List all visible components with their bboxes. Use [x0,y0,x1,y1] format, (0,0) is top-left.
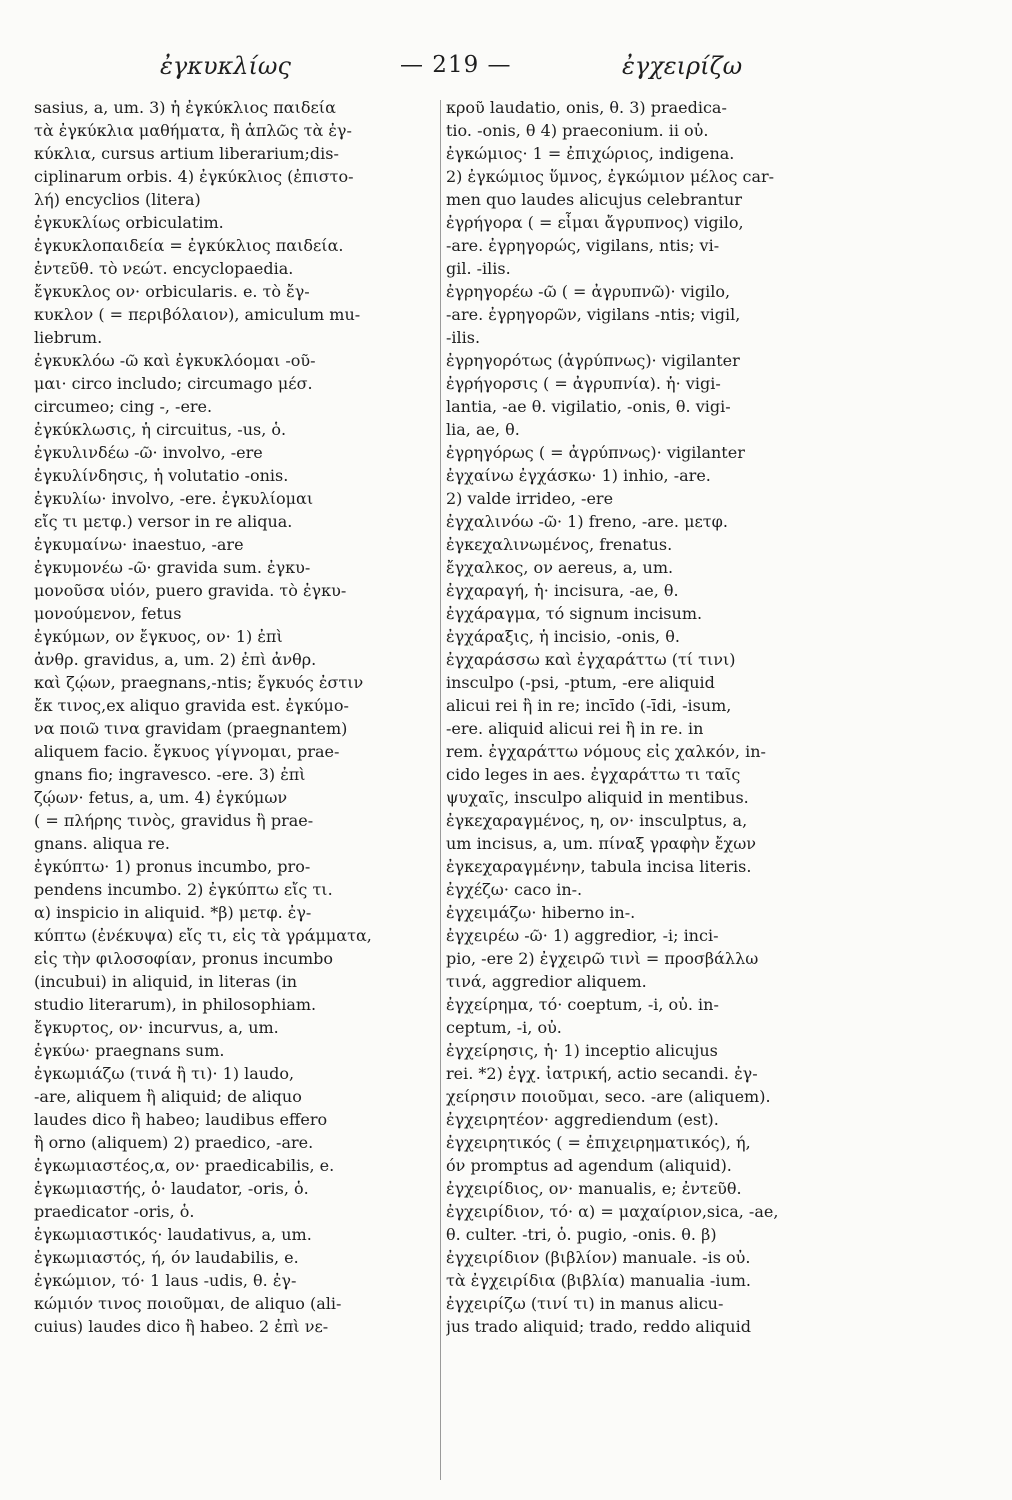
text-line: jus trado aliquid; trado, reddo aliquid [446,1317,751,1336]
text-line: ἐγχείρησις, ἡ· 1) inceptio alicujus [446,1041,718,1060]
text-line: εἰς τὴν φιλοσοφίαν, pronus incumbo [34,949,334,968]
text-line: ἐγκυκλίως orbiculatim. [34,213,224,232]
text-line: ἐγκώμιον, τό· 1 laus -udis, θ. ἐγ- [34,1271,297,1290]
text-line: ἐγχειρίδιον, τό· α) = μαχαίριον,sica, -ae, [446,1202,779,1221]
text-line: gnans fio; ingravesco. -ere. 3) ἐπὶ [34,765,306,784]
text-line: aliquem facio. ἔγκυος γίγνομαι, prae- [34,742,340,761]
text-line: -are. ἐγρηγορώς, vigilans, ntis; vi- [446,236,720,255]
text-line: ἐγκυμαίνω· inaestuo, -are [34,535,244,554]
text-line: pio, -ere 2) ἐγχειρῶ τινὶ = προσβάλλω [446,949,759,968]
text-line: τὰ ἐγχειρίδια (βιβλία) manualia -ium. [446,1271,751,1290]
text-line: ἐγχαλινόω -ῶ· 1) freno, -are. μετφ. [446,512,728,531]
text-line: ἐγχάραξις, ἡ incisio, -onis, θ. [446,627,680,646]
text-line: να ποιῶ τινα gravidam (praegnantem) [34,719,348,738]
text-line: ἐγχειρητέον· aggrediendum (est). [446,1110,719,1129]
text-line: men quo laudes alicujus celebrantur [446,190,742,209]
text-line: ἐγκώμιος· 1 = ἐπιχώριος, indigena. [446,144,735,163]
text-line: θ. culter. -tri, ὁ. pugio, -onis. θ. β) [446,1225,717,1244]
text-line: ἐγχειρέω -ῶ· 1) aggredior, -i; inci- [446,926,719,945]
text-line: rei. *2) ἐγχ. ἰατρική, actio secandi. ἐγ- [446,1064,758,1083]
text-line: ἐγκυλίω· involvo, -ere. ἐγκυλίομαι [34,489,314,508]
text-line: -are, aliquem ἢ aliquid; de aliquo [34,1087,302,1106]
text-line: ἐγχειρίζω (τινί τι) in manus alicu- [446,1294,724,1313]
text-line: ἐγχέζω· caco in-. [446,880,583,899]
text-line: ἐγκύω· praegnans sum. [34,1041,225,1060]
text-line: ἐγρήγορσις ( = ἀγρυπνία). ἡ· vigi- [446,374,721,393]
text-line: καὶ ζῴων, praegnans,-ntis; ἔγκυός ἐστιν [34,673,364,692]
page-number: — 219 — [400,52,512,78]
text-line: cido leges in aes. ἐγχαράττω τι ταῖς [446,765,741,784]
text-line: ἐγρηγορέω -ῶ ( = ἀγρυπνῶ)· vigilo, [446,282,731,301]
text-line: τινά, aggredior aliquem. [446,972,647,991]
left-column [34,96,436,1488]
text-line: ἔκ τινος,ex aliquo gravida est. ἐγκύμο- [34,696,349,715]
text-line: tio. -onis, θ 4) praeconium. ii οὐ. [446,121,709,140]
text-line: ἐγρηγορότως (ἀγρύπνως)· vigilanter [446,351,740,370]
page-header [0,52,1012,92]
text-line: ἐγχαίνω ἐγχάσκω· 1) inhio, -are. [446,466,711,485]
text-line: -are. ἐγρηγορῶν, vigilans -ntis; vigil, [446,305,741,324]
text-line: studio literarum), in philosophiam. [34,995,317,1014]
text-line: gil. -ilis. [446,259,511,278]
text-line: ἐντεῦθ. τὸ νεώτ. encyclopaedia. [34,259,294,278]
text-line: ἐγκωμιάζω (τινά ἢ τι)· 1) laudo, [34,1064,295,1083]
text-line: ἢ orno (aliquem) 2) praedico, -are. [34,1133,314,1152]
text-line: insculpo (-psi, -ptum, -ere aliquid [446,673,715,692]
text-line: ceptum, -i, οὐ. [446,1018,562,1037]
text-line: ζῴων· fetus, a, um. 4) ἐγκύμων [34,788,288,807]
text-line: ἀνθρ. gravidus, a, um. 2) ἐπὶ ἀνθρ. [34,650,317,669]
text-line: κροῦ laudatio, onis, θ. 3) praedica- [446,98,727,117]
text-line: ἐγκωμιαστικός· laudativus, a, um. [34,1225,312,1244]
text-line: lantia, -ae θ. vigilatio, -onis, θ. vigi- [446,397,731,416]
text-line: ( = πλήρης τινὸς, gravidus ἢ prae- [34,811,314,830]
text-line: ἐγκύμων, ον ἔγκυος, ον· 1) ἐπὶ [34,627,283,646]
text-line: 2) ἐγκώμιος ὕμνος, ἐγκώμιον μέλος car- [446,167,775,186]
text-line: κύκλια, cursus artium liberarium;dis- [34,144,339,163]
text-line: μονοῦσα υἱόν, puero gravida. τὸ ἐγκυ- [34,581,347,600]
text-line: ἐγκύκλωσις, ἡ circuitus, -us, ὁ. [34,420,287,439]
text-line: τὰ ἐγκύκλια μαθήματα, ἢ ἁπλῶς τὰ ἐγ- [34,121,352,140]
text-line: (incubui) in aliquid, in literas (in [34,972,298,991]
text-line: λή) encyclios (litera) [34,190,201,209]
text-line: ἐγκυλινδέω -ῶ· involvo, -ere [34,443,263,462]
text-line: laudes dico ἢ habeo; laudibus effero [34,1110,328,1129]
text-line: κυκλον ( = περιβόλαιον), amiculum mu- [34,305,361,324]
text-line: pendens incumbo. 2) ἐγκύπτω εἴς τι. [34,880,333,899]
text-line: ἔγκυρτος, ον· incurvus, a, um. [34,1018,279,1037]
text-line: μαι· circo includo; circumago μέσ. [34,374,313,393]
column-divider [440,100,441,1480]
text-line: rem. ἐγχαράττω νόμους εἰς χαλκόν, in- [446,742,766,761]
text-line: ψυχαῖς, insculpo aliquid in mentibus. [446,788,749,807]
text-line: ἐγκωμιαστός, ή, όν laudabilis, e. [34,1248,299,1267]
text-line: ἔγκυκλος ον· orbicularis. e. τὸ ἔγ- [34,282,310,301]
text-line: ἐγκωμιαστής, ὁ· laudator, -oris, ὁ. [34,1179,309,1198]
text-line: ἐγχαράσσω καὶ ἐγχαράττω (τί τινι) [446,650,736,669]
text-line: ἐγκυλίνδησις, ἡ volutatio -onis. [34,466,289,485]
text-line: ἐγχαραγή, ἡ· incisura, -ae, θ. [446,581,679,600]
text-line: ἐγκυμονέω -ῶ· gravida sum. ἐγκυ- [34,558,311,577]
text-line: liebrum. [34,328,103,347]
text-line: ciplinarum orbis. 4) ἐγκύκλιος (ἐπιστο- [34,167,354,186]
text-line: κύπτω (ἐνέκυψα) εἴς τι, εἰς τὰ γράμματα, [34,926,372,945]
text-line: ἐγχειρητικός ( = ἐπιχειρηματικός), ή, [446,1133,751,1152]
text-line: alicui rei ἢ in re; incīdo (-īdi, -isum, [446,696,732,715]
text-line: gnans. aliqua re. [34,834,170,853]
text-line: ἐγχειμάζω· hiberno in-. [446,903,636,922]
text-line: circumeo; cing -, -ere. [34,397,213,416]
text-line: ἐγρήγορα ( = εἶμαι ἄγρυπνος) vigilo, [446,213,744,232]
text-line: lia, ae, θ. [446,420,520,439]
text-line: ἐγκεχαλινωμένος, frenatus. [446,535,673,554]
text-line: -ilis. [446,328,481,347]
text-line: 2) valde irrideo, -ere [446,489,614,508]
text-line: ἐγχείρημα, τό· coeptum, -i, οὐ. in- [446,995,719,1014]
text-line: εἴς τι μετφ.) versor in re aliqua. [34,512,293,531]
header-left-guide-word: ἐγκυκλίως [160,52,291,80]
text-line: cuius) laudes dico ἢ habeo. 2 ἐπὶ νε- [34,1317,329,1336]
right-column [446,96,838,1488]
text-line: ἔγχαλκος, ον aereus, a, um. [446,558,674,577]
text-line: χείρησιν ποιοῦμαι, seco. -are (aliquem). [446,1087,771,1106]
header-right-guide-word: ἐγχειρίζω [622,52,743,80]
text-line: όν promptus ad agendum (aliquid). [446,1156,732,1175]
text-line: μονούμενον, fetus [34,604,182,623]
text-line: κώμιόν τινος ποιοῦμαι, de aliquo (ali- [34,1294,342,1313]
text-line: ἐγχειρίδιον (βιβλίον) manuale. -is οὐ. [446,1248,751,1267]
text-line: ἐγκύπτω· 1) pronus incumbo, pro- [34,857,311,876]
text-line: ἐγκωμιαστέος,α, ον· praedicabilis, e. [34,1156,335,1175]
text-line: -ere. aliquid alicui rei ἢ in re. in [446,719,704,738]
text-line: ἐγκυκλόω -ῶ καὶ ἐγκυκλόομαι -οῦ- [34,351,316,370]
text-line: um incisus, a, um. πίναξ γραφὴν ἔχων [446,834,756,853]
text-line: ἐγκυκλοπαιδεία = ἐγκύκλιος παιδεία. [34,236,344,255]
text-line: ἐγχειρίδιος, ον· manualis, e; ἐντεῦθ. [446,1179,742,1198]
text-line: sasius, a, um. 3) ἡ ἐγκύκλιος παιδεία [34,98,336,117]
text-line: ἐγκεχαραγμένην, tabula incisa literis. [446,857,752,876]
text-line: α) inspicio in aliquid. *β) μετφ. ἐγ- [34,903,312,922]
text-line: ἐγχάραγμα, τό signum incisum. [446,604,703,623]
text-line: ἐγρηγόρως ( = ἀγρύπνως)· vigilanter [446,443,745,462]
text-line: praedicator -oris, ὁ. [34,1202,195,1221]
text-line: ἐγκεχαραγμένος, η, ον· insculptus, a, [446,811,748,830]
